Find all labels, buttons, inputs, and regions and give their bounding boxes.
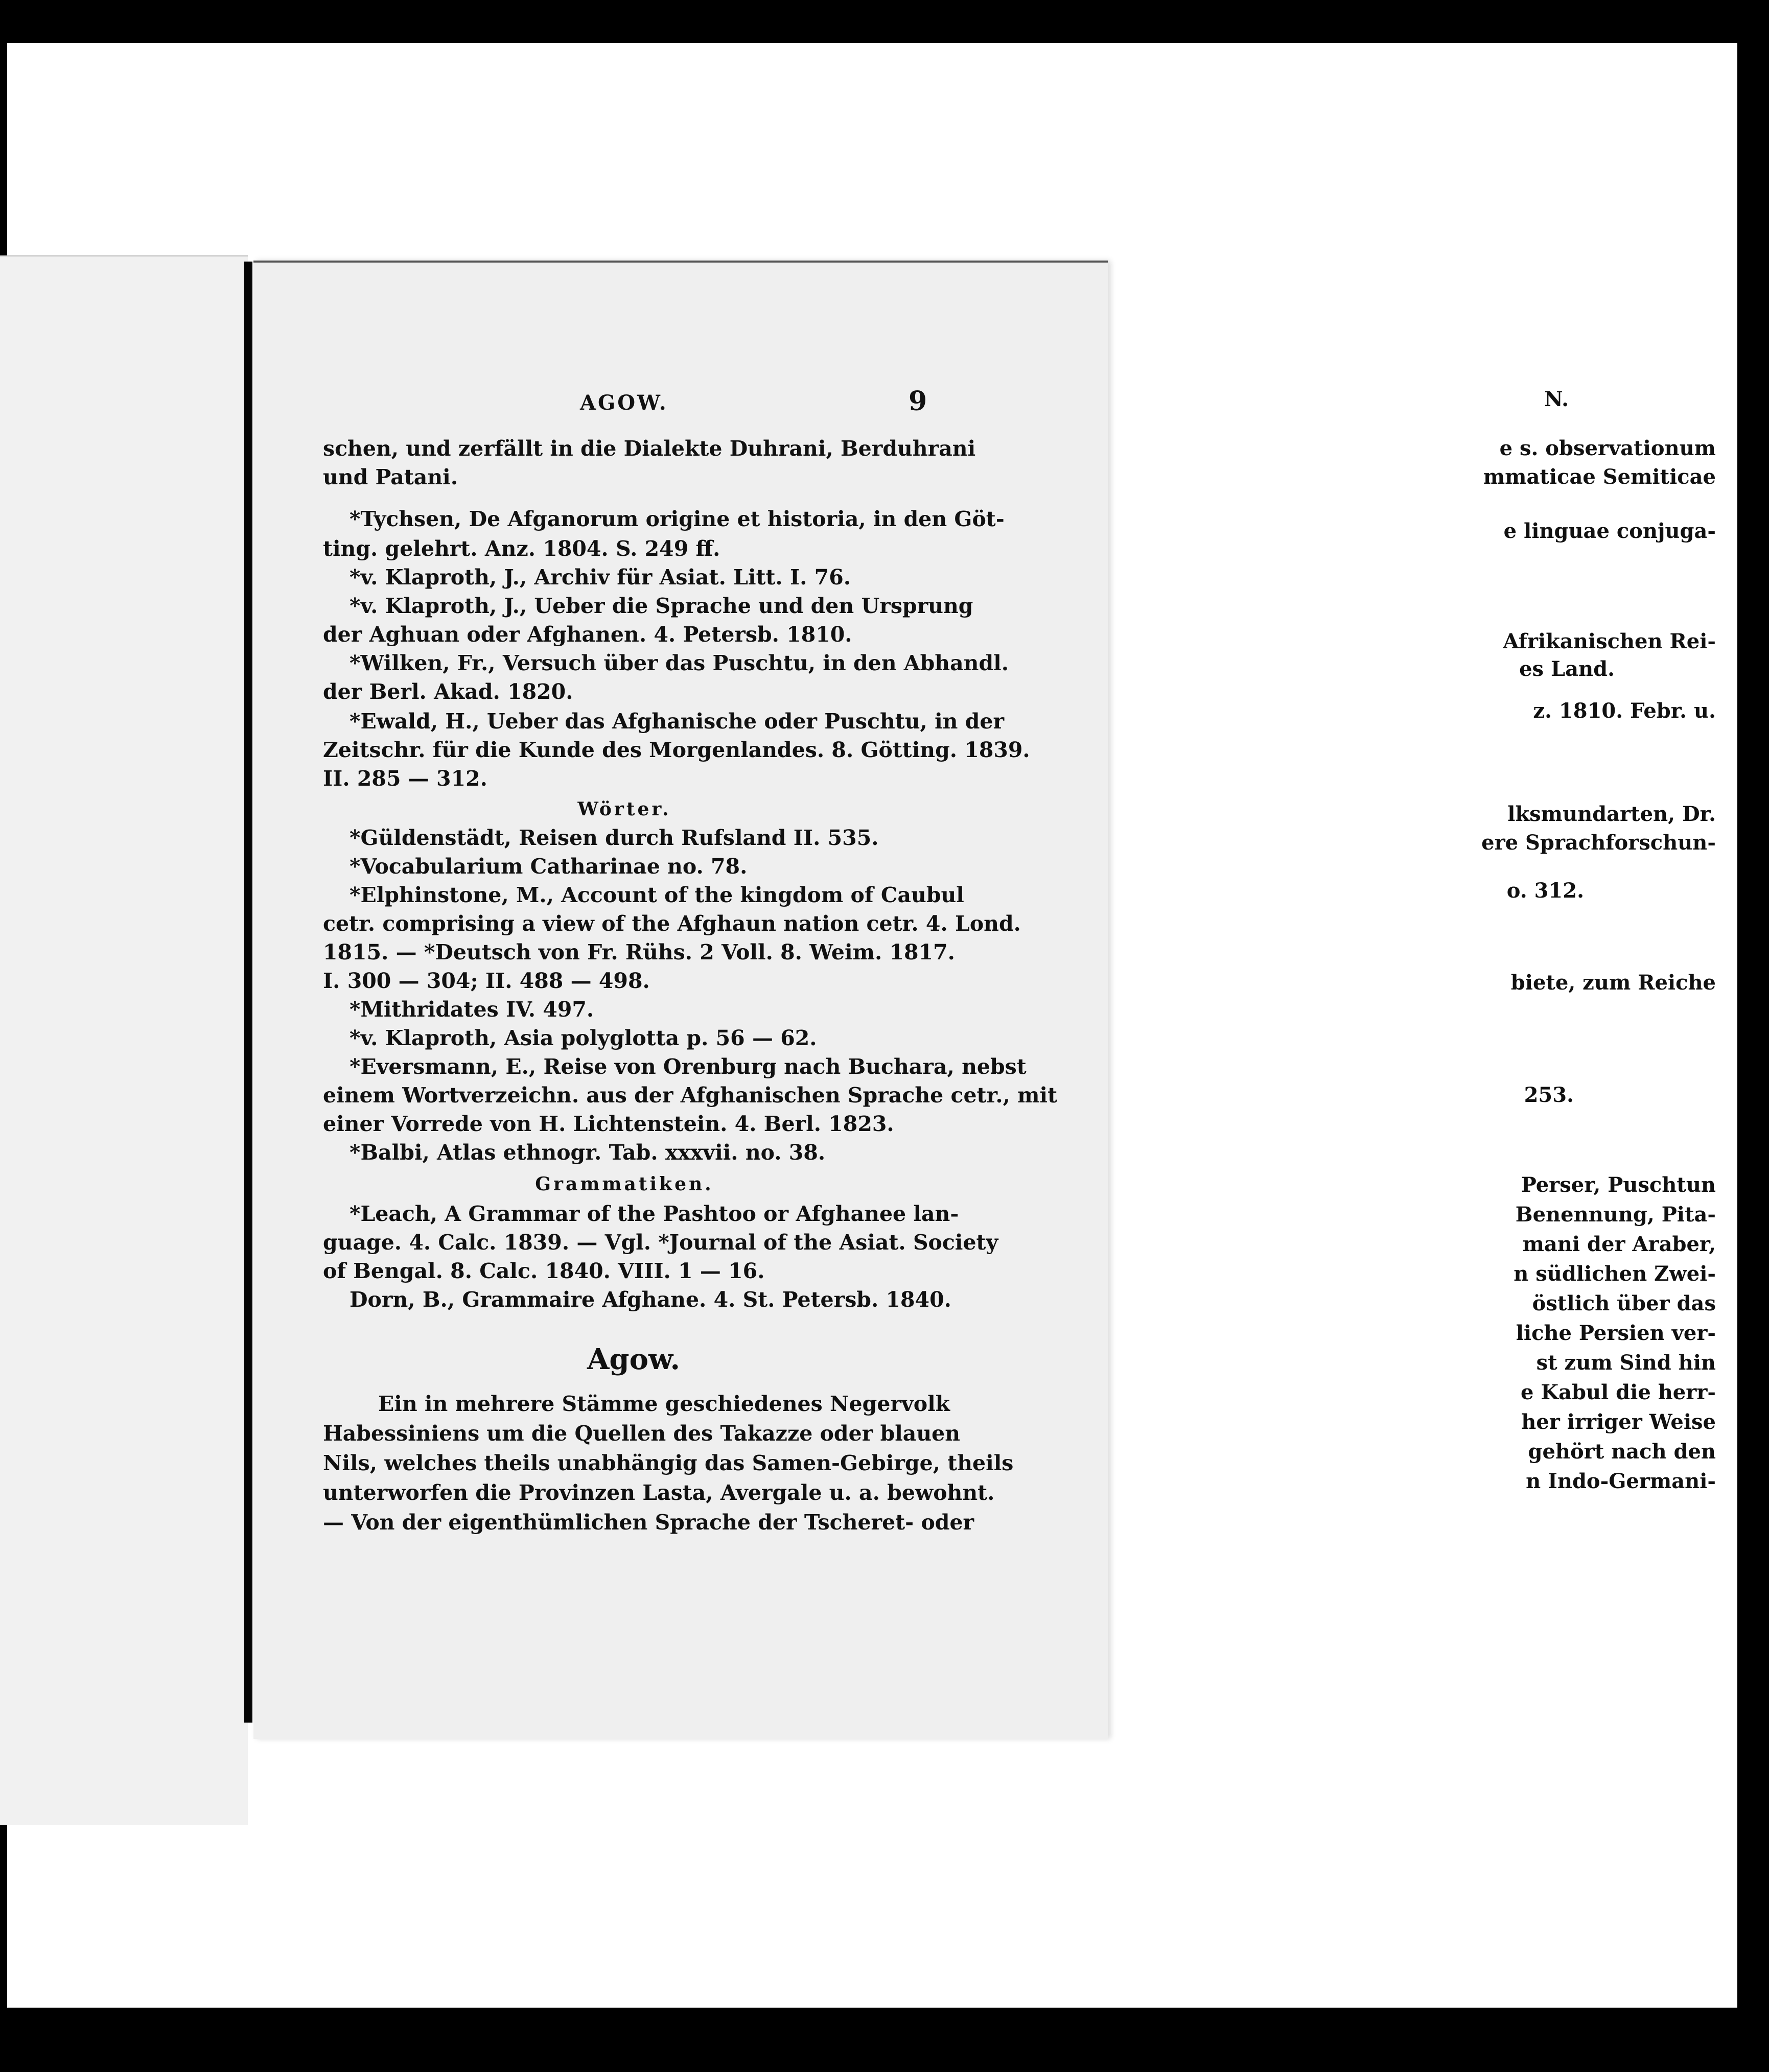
section-subheading-woerter: Wörter. (577, 798, 671, 820)
left-page-line: östlich über das (1532, 1291, 1716, 1315)
left-page-line: es Land. (1519, 657, 1615, 681)
bibliography-entry: 1815. — *Deutsch von Fr. Rühs. 2 Voll. 8. Weim. 1817. (323, 940, 955, 964)
bibliography-entry: der Aghuan oder Afghanen. 4. Petersb. 1810. (323, 622, 852, 647)
left-page-line: her irriger Weise (1521, 1410, 1716, 1434)
body-text-line: — Von der eigenthümlichen Sprache der Tscheret- oder (323, 1510, 974, 1535)
text-line: schen, und zerfällt in die Dialekte Duhrani, Berduhrani (323, 436, 976, 461)
bibliography-entry: einem Wortverzeichn. aus der Afghanischen Sprache cetr., mit (323, 1083, 1058, 1108)
left-page-line: ere Sprachforschun- (1481, 831, 1716, 855)
left-page-line: liche Persien ver- (1516, 1321, 1716, 1345)
left-page-line: gehört nach den (1528, 1440, 1716, 1464)
bibliography-entry: *Tychsen, De Afganorum origine et historia, in den Göt- (350, 507, 1005, 531)
running-head: AGOW. (580, 391, 668, 415)
left-page-line: e Kabul die herr- (1520, 1380, 1716, 1404)
scan-border-bottom (0, 2008, 1769, 2072)
section-title: Agow. (587, 1343, 681, 1376)
bibliography-entry: *Balbi, Atlas ethnogr. Tab. xxxvii. no. 38. (350, 1140, 826, 1165)
left-page-line: 253. (1524, 1083, 1574, 1107)
bibliography-entry: einer Vorrede von H. Lichtenstein. 4. Berl. 1823. (323, 1112, 894, 1136)
left-page-line: N. (1544, 387, 1569, 411)
left-page (0, 255, 248, 1825)
left-page-line: n südlichen Zwei- (1514, 1262, 1716, 1286)
bibliography-entry: *v. Klaproth, J., Ueber die Sprache und den Ursprung (350, 594, 973, 618)
left-page-line: o. 312. (1506, 879, 1584, 903)
left-page-line: biete, zum Reiche (1510, 971, 1716, 995)
left-page-line: mani der Araber, (1522, 1232, 1716, 1256)
bibliography-entry: *v. Klaproth, Asia polyglotta p. 56 — 62. (350, 1026, 817, 1050)
bibliography-entry: *v. Klaproth, J., Archiv für Asiat. Litt. I. 76. (350, 565, 851, 590)
bibliography-entry: II. 285 — 312. (323, 766, 487, 791)
left-page-line: mmaticae Semiticae (1483, 465, 1716, 489)
body-text-line: Nils, welches theils unabhängig das Samen-Gebirge, theils (323, 1451, 1014, 1475)
left-page-line: z. 1810. Febr. u. (1533, 699, 1716, 723)
body-text-line: Ein in mehrere Stämme geschiedenes Negervolk (378, 1392, 950, 1416)
bibliography-entry: *Güldenstädt, Reisen durch Rufsland II. 535. (350, 826, 879, 850)
body-text-line: unterworfen die Provinzen Lasta, Avergale u. a. bewohnt. (323, 1480, 995, 1505)
left-page-line: Benennung, Pita- (1515, 1203, 1716, 1227)
bibliography-entry: *Vocabularium Catharinae no. 78. (350, 854, 748, 879)
book-gutter (244, 262, 252, 1723)
page-number: 9 (909, 386, 927, 417)
bibliography-entry: of Bengal. 8. Calc. 1840. VIII. 1 — 16. (323, 1259, 765, 1283)
section-subheading-grammatiken: Grammatiken. (535, 1173, 714, 1195)
bibliography-entry: *Wilken, Fr., Versuch über das Puschtu, in den Abhandl. (350, 651, 1009, 675)
bibliography-entry: *Leach, A Grammar of the Pashtoo or Afghanee lan- (350, 1202, 959, 1226)
left-page-line: n Indo-Germani- (1526, 1469, 1716, 1493)
bibliography-entry: I. 300 — 304; II. 488 — 498. (323, 969, 650, 993)
bibliography-entry: *Elphinstone, M., Account of the kingdom of Caubul (350, 883, 964, 907)
left-page-line: Afrikanischen Rei- (1503, 629, 1716, 653)
left-page-line: st zum Sind hin (1536, 1351, 1716, 1375)
body-text-line: Habessiniens um die Quellen des Takazze oder blauen (323, 1421, 961, 1446)
bibliography-entry: guage. 4. Calc. 1839. — Vgl. *Journal of the Asiat. Society (323, 1230, 998, 1255)
bibliography-entry: Dorn, B., Grammaire Afghane. 4. St. Petersb. 1840. (350, 1287, 951, 1312)
bibliography-entry: *Mithridates IV. 497. (350, 997, 594, 1022)
bibliography-entry: der Berl. Akad. 1820. (323, 679, 573, 704)
scan-border-top (0, 0, 1769, 43)
scan-border-right (1737, 0, 1769, 2072)
bibliography-entry: *Ewald, H., Ueber das Afghanische oder Puschtu, in der (350, 709, 1005, 734)
bibliography-entry: cetr. comprising a view of the Afghaun nation cetr. 4. Lond. (323, 911, 1021, 936)
text-line: und Patani. (323, 465, 458, 489)
left-page-line: e linguae conjuga- (1503, 519, 1716, 543)
left-page-line: Perser, Puschtun (1521, 1173, 1716, 1197)
bibliography-entry: Zeitschr. für die Kunde des Morgenlandes. 8. Götting. 1839. (323, 738, 1030, 762)
bibliography-entry: *Eversmann, E., Reise von Orenburg nach Buchara, nebst (350, 1054, 1027, 1079)
left-page-line: lksmundarten, Dr. (1507, 802, 1716, 826)
bibliography-entry: ting. gelehrt. Anz. 1804. S. 249 ff. (323, 536, 720, 561)
left-page-line: e s. observationum (1499, 436, 1716, 460)
